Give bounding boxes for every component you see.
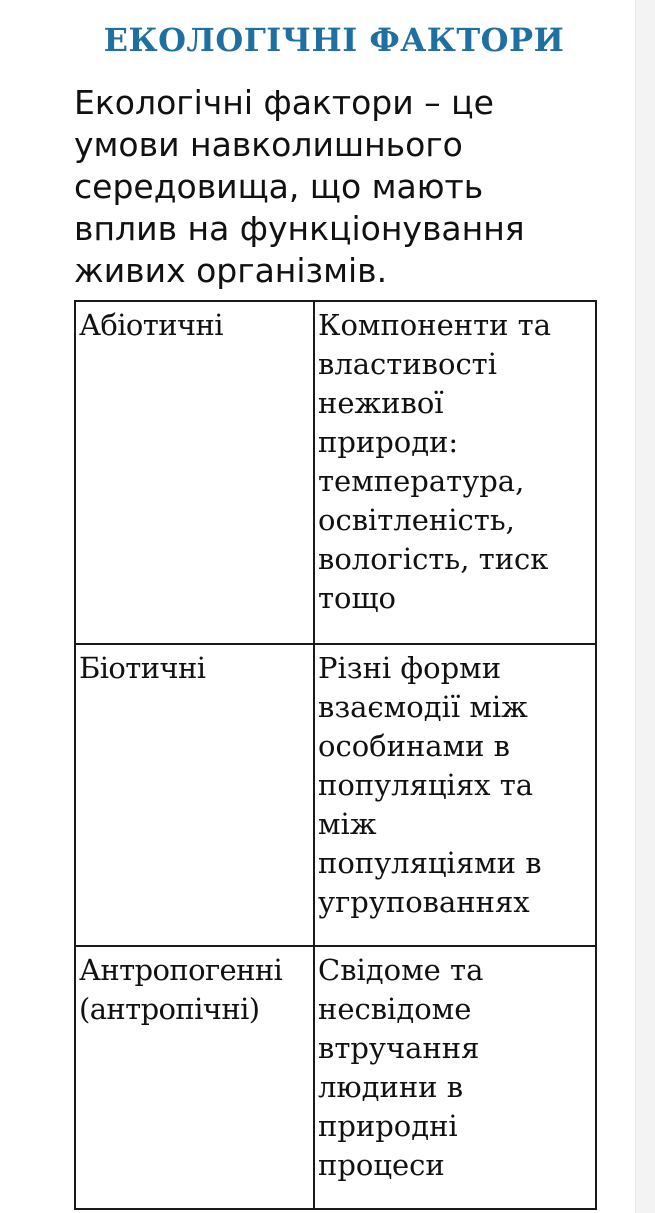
scrollbar[interactable] [635, 0, 655, 1213]
table-row [75, 946, 596, 1209]
table-row [75, 301, 596, 644]
factors-table [74, 300, 597, 1210]
page-title: ЕКОЛОГІЧНІ ФАКТОРИ [103, 21, 565, 59]
factor-description-cell: Компоненти та властивості неживої природи: температура, освітленість, вологість, тиск тощо [314, 301, 596, 644]
factor-name-cell: Абіотичні [75, 301, 314, 644]
intro-paragraph: Екологічні фактори – це умови навколишнього середовища, що мають вплив на функціонування живих організмів. [74, 83, 525, 290]
table-row [75, 644, 596, 946]
factor-description-cell: Різні форми взаємодії між особинами в популяціях та між популяціями в угрупованнях [314, 644, 596, 946]
factor-name-cell: Біотичні [75, 644, 314, 946]
factor-name-cell: Антропогенні (антропічні) [75, 946, 314, 1209]
factor-description-cell: Свідоме та несвідоме втручання людини в природні процеси [314, 946, 596, 1209]
